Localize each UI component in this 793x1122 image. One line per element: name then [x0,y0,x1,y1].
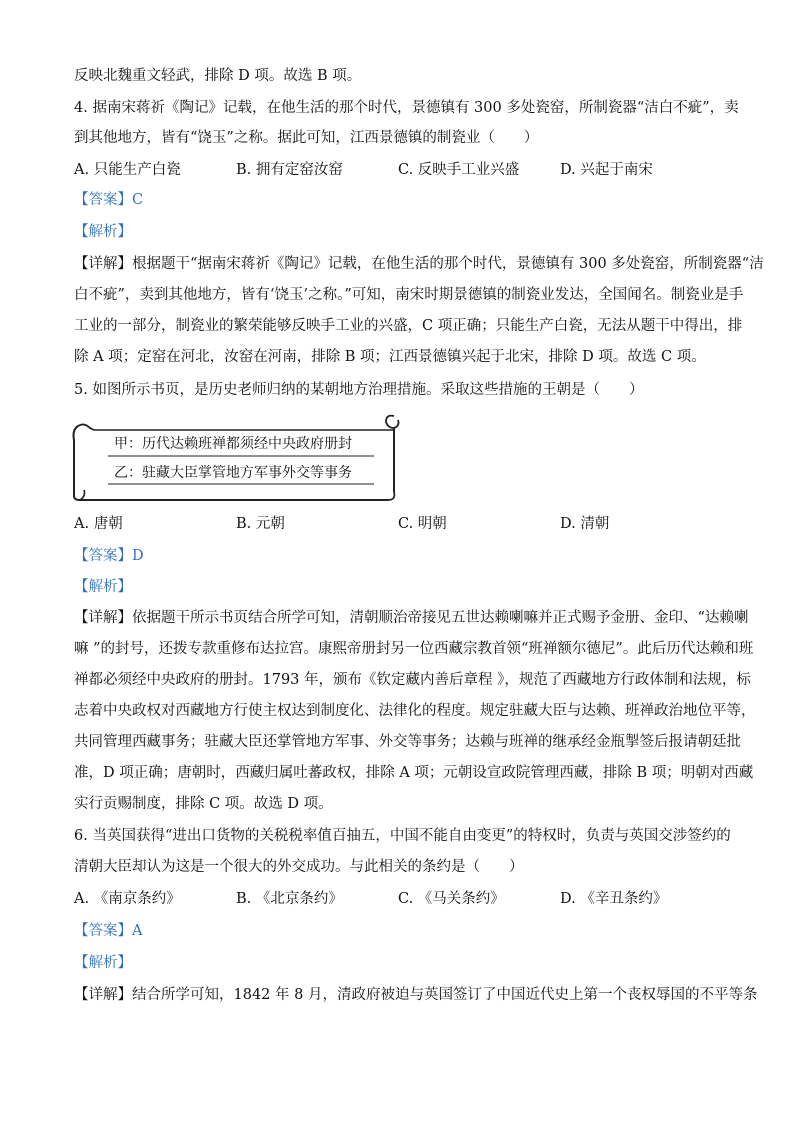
answer-tag: 【答案】A [74,923,143,939]
answer-tag: 【答案】D [74,548,144,564]
option-c: C. 明朝 [398,516,447,532]
option-a: A. 《南京条约》 [74,891,181,907]
explanation-line: 工业的一部分，制瓷业的繁荣能够反映手工业的兴盛，C 项正确；只能生产白瓷，无法从题干中得出，排 [74,318,743,334]
option-d: D. 清朝 [560,516,610,532]
option-b: B. 拥有定窑汝窑 [236,162,343,178]
explanation-line: 准，D 项正确；唐朝时，西藏归属吐蕃政权，排除 A 项；元朝设宣政院管理西藏，排除 B 项；明朝对西藏 [74,765,754,781]
scroll-line-jia: 甲：历代达赖班禅都须经中央政府册封 [114,436,352,452]
paragraph-line: 反映北魏重文轻武，排除 D 项。故选 B 项。 [74,68,362,84]
scroll-figure [70,408,400,504]
analysis-tag: 【解析】 [74,224,132,240]
question-6-stem: 6. 当英国获得“进出口货物的关税税率值百抽五，中国不能自由变更”的特权时，负责与英国交涉签约的 [74,828,731,844]
explanation-line: 禅都必须经中央政府的册封。1793 年，颁布《钦定藏内善后章程 》，规范了西藏地方行政体制和法规，标 [74,672,751,688]
explanation-line: 【详解】根据题干“据南宋蒋祈《陶记》记载，在他生活的那个时代，景德镇有 300 多处瓷窑，所制瓷器“洁 [74,256,764,272]
explanation-line: 实行贡赐制度，排除 C 项。故选 D 项。 [74,796,333,812]
option-a: A. 唐朝 [74,516,123,532]
question-4-stem-cont: 到其他地方，皆有“饶玉”之称。据此可知，江西景德镇的制瓷业（ ） [74,130,539,146]
option-d: D. 《辛丑条约》 [560,891,668,907]
explanation-line: 共同管理西藏事务；驻藏大臣还掌管地方军事、外交等事务；达赖与班禅的继承经金瓶掣签后报请朝廷批 [74,734,741,750]
explanation-line: 嘛 ”的封号，还拨专款重修布达拉宫。康熙帝册封另一位西藏宗教首领“班禅额尔德尼”。此后历代达赖和班 [74,641,754,657]
option-b: B. 《北京条约》 [236,891,343,907]
explanation-line: 志着中央政权对西藏地方行使主权达到制度化、法律化的程度。规定驻藏大臣与达赖、班禅政治地位平等， [74,703,756,719]
scroll-drawing [70,408,400,504]
question-6-stem-cont: 清朝大臣却认为这是一个很大的外交成功。与此相关的条约是（ ） [74,859,524,875]
analysis-tag: 【解析】 [74,579,132,595]
scroll-line-yi: 乙：驻藏大臣掌管地方军事外交等事务 [114,465,352,481]
question-5-stem: 5. 如图所示书页，是历史老师归纳的某朝地方治理措施。采取这些措施的王朝是（ ） [74,382,644,398]
explanation-line: 【详解】结合所学可知，1842 年 8 月，清政府被迫与英国签订了中国近代史上第一个丧权辱国的不平等条 [74,987,758,1003]
explanation-line: 白不疵”，卖到其他地方，皆有‘饶玉’之称。”可知，南宋时期景德镇的制瓷业发达，全国闻名。制瓷业是手 [74,287,744,303]
explanation-line: 除 A 项；定窑在河北，汝窑在河南，排除 B 项；江西景德镇兴起于北宋，排除 D 项。故选 C 项。 [74,349,706,365]
question-4-stem: 4. 据南宋蒋祈《陶记》记载，在他生活的那个时代，景德镇有 300 多处瓷窑，所制瓷器“洁白不疵”，卖 [74,100,739,116]
option-a: A. 只能生产白瓷 [74,162,181,178]
answer-tag: 【答案】C [74,192,144,208]
option-d: D. 兴起于南宋 [560,162,653,178]
explanation-line: 【详解】依据题干所示书页结合所学可知，清朝顺治帝接见五世达赖喇嘛并正式赐予金册、金印、“达赖喇 [74,610,749,626]
analysis-tag: 【解析】 [74,955,132,971]
option-c: C. 反映手工业兴盛 [398,162,520,178]
option-c: C. 《马关条约》 [398,891,505,907]
option-b: B. 元朝 [236,516,285,532]
